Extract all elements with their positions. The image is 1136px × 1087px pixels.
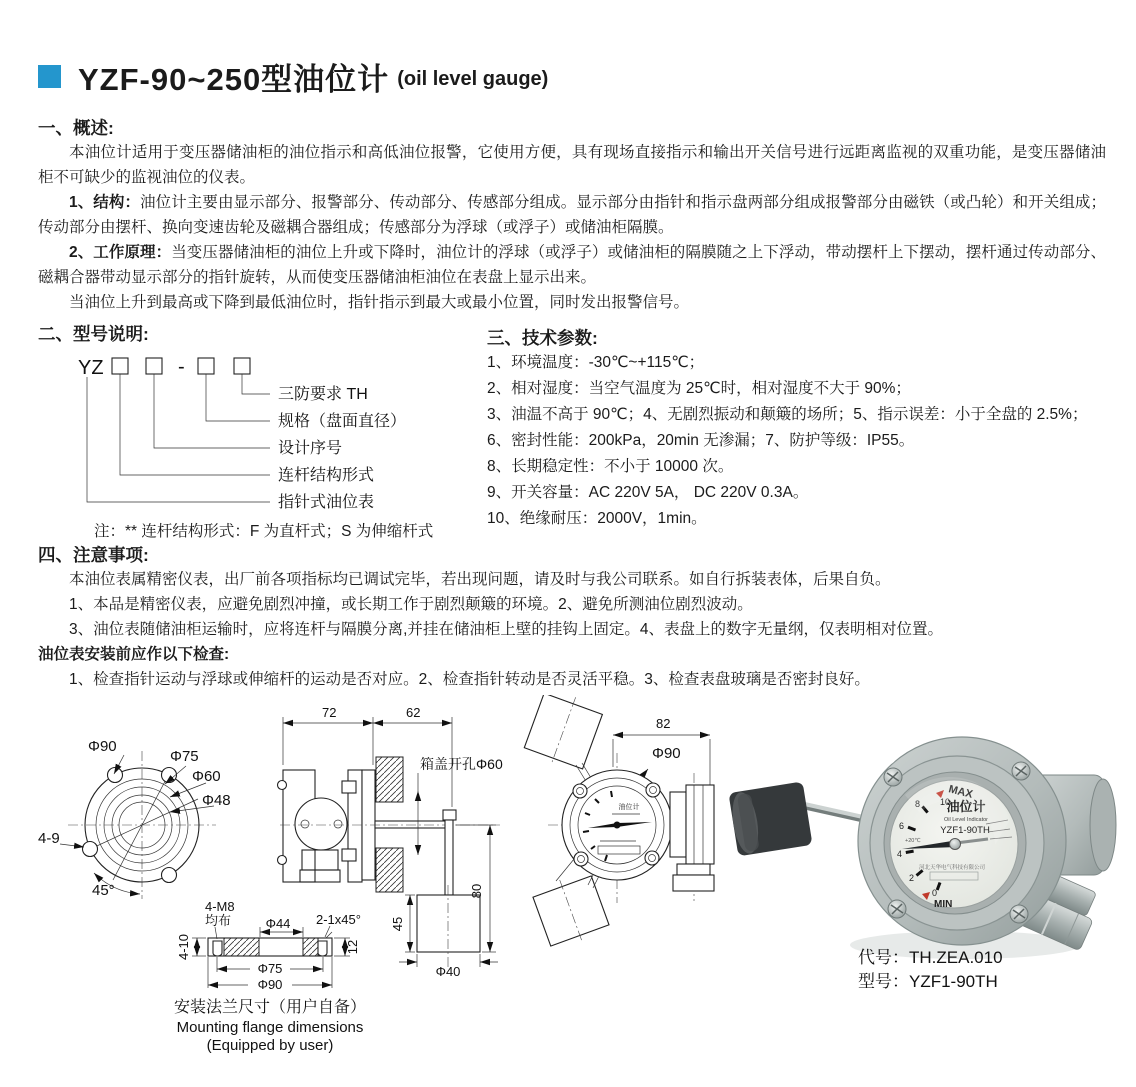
mount-thickness: 12	[345, 939, 360, 955]
model-note: 注：** 连杆结构形式：F 为直杆式；S 为伸缩杆式	[94, 523, 434, 540]
overview-paragraph-4	[38, 290, 1106, 315]
mount-depth: 4-10	[176, 933, 191, 961]
overview-p3-label: 2、工作原理：	[69, 244, 172, 261]
photo-model-line	[858, 970, 1003, 994]
notes-p1-text: 本油位表属精密仪表，出厂前各项指标均已调试完毕，若出现问题，请及时与我公司联系。如自行拆装表体，后果自负。	[69, 571, 891, 588]
check-heading: 油位表安装前应作以下检查:	[38, 646, 230, 663]
product-photo	[728, 737, 1116, 959]
mount-d44: Φ44	[265, 916, 291, 931]
dial-company: 河北天华电气科技有限公司	[918, 865, 986, 871]
dial-10: 10	[940, 797, 951, 807]
front-view-drawing	[522, 695, 714, 953]
page-header	[38, 54, 548, 99]
technical-drawings	[0, 695, 1136, 1087]
model-prefix: YZ	[78, 357, 104, 379]
dial-min-label: MIN	[934, 899, 953, 910]
dial-model: YZF1-90TH	[940, 825, 990, 836]
model-label-gauge: 指针式油位表	[278, 494, 375, 511]
spec-item: 3、油温不高于 90℃；4、无剧烈振动和颠簸的场所；5、指示误差：小于全盘的 2.5%；	[487, 406, 1088, 423]
page-title-en: (oil level gauge)	[397, 68, 549, 90]
mount-chamfer: 2-1x45°	[316, 912, 361, 927]
notes-paragraph-2	[38, 592, 1106, 617]
overview-paragraph-3	[38, 240, 1106, 290]
model-label-th: 三防要求 TH	[278, 386, 368, 403]
dial-4: 4	[897, 849, 903, 859]
front-view-top-float	[522, 695, 605, 775]
dial-subtitle: Oil Level Indicator	[943, 817, 989, 823]
flange-face-drawing	[38, 738, 231, 899]
section-model	[38, 322, 483, 541]
mount-d90: Φ90	[257, 977, 283, 992]
specs-heading: 三、技术参数:	[487, 328, 598, 348]
flange-dim-d75: Φ75	[170, 748, 199, 765]
dial-max-label: MAX	[947, 783, 974, 801]
spec-item: 8、长期稳定性：不小于 10000 次。	[487, 458, 734, 475]
flange-dim-d48: Φ48	[202, 792, 231, 809]
side-dim-80: 80	[469, 883, 484, 899]
overview-p2-label: 1、结构：	[69, 194, 141, 211]
mount-bolts: 4-M8	[205, 899, 235, 914]
mounting-flange-drawing	[174, 899, 366, 1054]
section-notes	[38, 543, 1106, 692]
model-label-design: 设计序号	[278, 440, 343, 457]
photo-code-line	[858, 946, 1003, 970]
model-label-spec: 规格（盘面直径）	[278, 413, 407, 430]
section-overview	[38, 116, 1106, 315]
flange-dim-d60: Φ60	[192, 768, 221, 785]
check-paragraph-1	[38, 667, 1106, 692]
front-dim-82: 82	[656, 716, 671, 731]
spec-item: 9、开关容量：AC 220V 5A， DC 220V 0.3A。	[487, 484, 809, 501]
notes-p3-text: 3、油位表随储油柜运输时，应将连杆与隔膜分离,并挂在储油柜上壁的挂钩上固定。4、表盘上的数字无量纲，仅表明相对位置。	[69, 621, 944, 638]
mount-d75: Φ75	[257, 961, 283, 976]
overview-heading: 一、概述:	[38, 118, 114, 138]
photo-body-notch	[870, 738, 898, 766]
notes-p2-text: 1、本品是精密仪表，应避免剧烈冲撞，或长期工作于剧烈颠簸的环境。2、避免所测油位剧烈波动。	[69, 596, 753, 613]
model-heading: 二、型号说明:	[38, 324, 149, 344]
side-dim-45: 45	[390, 916, 405, 932]
photo-model-label: 型号：	[858, 972, 909, 991]
flange-dim-angle: 45°	[92, 882, 115, 899]
model-code-diagram	[38, 352, 483, 517]
photo-code-value: TH.ZEA.010	[909, 948, 1003, 967]
spec-item: 1、环境温度：-30℃~+115℃；	[487, 354, 705, 371]
side-dim-d40: Φ40	[435, 964, 461, 979]
notes-paragraph-1	[38, 567, 1106, 592]
spec-item: 10、绝缘耐压：2000V，1min。	[487, 510, 707, 527]
model-label-rod: 连杆结构形式	[278, 467, 375, 484]
photo-caption	[858, 946, 1003, 994]
page-title: YZF-90~250型油位计	[78, 62, 390, 97]
spec-item: 2、相对湿度：当空气温度为 25℃时，相对湿度不大于 90%；	[487, 380, 911, 397]
dial-temp: +20℃	[905, 838, 921, 844]
check-p1-text: 1、检查指针运动与浮球或伸缩杆的运动是否对应。2、检查指针转动是否灵活平稳。3、检查表盘玻璃是否密封良好。	[69, 671, 870, 688]
overview-p3-text: 当变压器储油柜的油位上升或下降时，油位计的浮球（或浮子）或储油柜的隔膜随之上下浮动，带动摆杆上下摆动，摆杆通过传动部分、磁耦合器带动显示部分的指针旋转，从而使变压器储油柜油位在表盘上显示出来。	[38, 244, 1106, 286]
dial-6: 6	[899, 821, 905, 831]
flange-dim-d90: Φ90	[88, 738, 117, 755]
overview-p4-text: 当油位上升到最高或下降到最低油位时，指针指示到最大或最小位置，同时发出报警信号。	[69, 294, 690, 311]
flange-dim-holes: 4-9	[38, 830, 60, 847]
overview-p1-text: 本油位计适用于变压器储油柜的油位指示和高低油位报警，它使用方便，具有现场直接指示和输出开关信号进行远距离监视的双重功能，是变压器储油柜不可缺少的监视油位的仪表。	[38, 144, 1106, 186]
dial-2: 2	[909, 873, 915, 883]
spec-item: 6、密封性能：200kPa，20min 无渗漏；7、防护等级：IP55。	[487, 432, 915, 449]
dial-8: 8	[915, 799, 921, 809]
photo-code-label: 代号：	[858, 948, 909, 967]
overview-p2-text: 油位计主要由显示部分、报警部分、传动部分、传感部分组成。显示部分由指针和指示盘两部分组成报警部分由磁铁（或凸轮）和开关组成；传动部分由摆杆、换向变速齿轮及磁耦合器组成；传感部分为浮球（或浮子）或储油柜隔膜。	[38, 194, 1106, 236]
side-hole-label: 箱盖开孔Φ60	[420, 756, 503, 772]
mount-caption-en1: Mounting flange dimensions	[176, 1019, 364, 1036]
section-specs	[487, 326, 1132, 532]
side-dim-62: 62	[406, 705, 421, 720]
overview-paragraph-2	[38, 190, 1106, 240]
mount-caption-cn: 安装法兰尺寸（用户自备）	[173, 999, 367, 1016]
photo-model-value: YZF1-90TH	[909, 972, 998, 991]
side-dim-72: 72	[322, 705, 337, 720]
front-view-bottom-float	[531, 869, 612, 952]
mount-bolts-note: 均布	[205, 913, 232, 928]
notes-heading: 四、注意事项:	[38, 545, 149, 565]
overview-paragraph-1	[38, 140, 1106, 190]
mount-caption-en2: (Equipped by user)	[206, 1037, 334, 1054]
model-dash: -	[178, 356, 185, 378]
front-dial-title: 油位计	[618, 804, 640, 811]
dial-title: 油位计	[946, 799, 986, 814]
dial-0: 0	[932, 888, 938, 898]
notes-paragraph-3	[38, 617, 1106, 642]
front-dim-d90: Φ90	[652, 745, 681, 762]
title-bullet-square	[38, 65, 61, 88]
photo-float	[728, 781, 872, 856]
